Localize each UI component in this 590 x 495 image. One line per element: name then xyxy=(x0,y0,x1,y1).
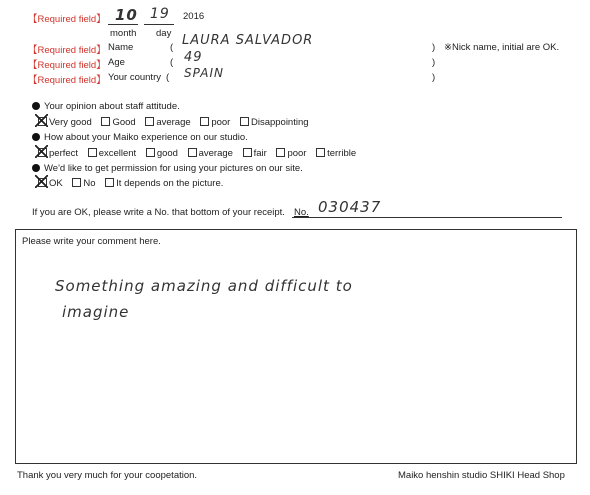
option-perfect[interactable]: perfect xyxy=(38,148,78,159)
month-value[interactable]: 10 xyxy=(115,6,138,24)
checkbox[interactable] xyxy=(145,117,154,126)
question-experience: How about your Maiko experience on our studio. xyxy=(32,132,248,143)
checkbox[interactable] xyxy=(72,178,81,187)
option-fair[interactable]: fair xyxy=(243,148,267,159)
options-staff xyxy=(38,117,316,128)
checkbox[interactable] xyxy=(146,148,155,157)
name-label: Name xyxy=(108,42,134,53)
option-no[interactable]: No xyxy=(72,178,95,189)
age-paren-open: ( xyxy=(170,57,174,68)
month-label: month xyxy=(110,28,137,39)
checkbox[interactable] xyxy=(88,148,97,157)
month-underline xyxy=(108,24,138,25)
checkbox-checked[interactable] xyxy=(38,178,47,187)
option-terrible[interactable]: terrible xyxy=(316,148,356,159)
name-note: ※Nick name, initial are OK. xyxy=(444,42,560,53)
country-paren-open: ( xyxy=(166,72,170,83)
year-value: 2016 xyxy=(183,11,205,22)
name-paren-open: ( xyxy=(170,42,174,53)
question-permission: We'd like to get permission for using your pictures on our site. xyxy=(32,163,303,174)
country-label: Your country xyxy=(108,72,161,83)
day-value[interactable]: 19 xyxy=(150,6,170,22)
option-excellent[interactable]: excellent xyxy=(88,148,137,159)
day-label: day xyxy=(156,28,172,39)
receipt-number[interactable]: 030437 xyxy=(318,198,382,216)
checkbox[interactable] xyxy=(101,117,110,126)
option-ok[interactable]: OK xyxy=(38,178,63,189)
comment-line-1: Something amazing and difficult to xyxy=(55,277,353,295)
age-paren-close: ) xyxy=(432,57,436,68)
age-value[interactable]: 49 xyxy=(184,50,203,65)
bullet-icon xyxy=(32,102,40,110)
checkbox[interactable] xyxy=(316,148,325,157)
checkbox[interactable] xyxy=(200,117,209,126)
option-average[interactable]: average xyxy=(145,117,190,128)
option-disappointing[interactable]: Disappointing xyxy=(240,117,309,128)
comment-line-2: imagine xyxy=(62,303,130,321)
name-paren-close: ) xyxy=(432,42,436,53)
option-depends[interactable]: It depends on the picture. xyxy=(105,178,223,189)
checkbox-checked[interactable] xyxy=(38,117,47,126)
required-label-country: 【Required field】 xyxy=(28,75,106,86)
option-average[interactable]: average xyxy=(188,148,233,159)
checkbox[interactable] xyxy=(243,148,252,157)
country-value[interactable]: SPAIN xyxy=(184,66,224,80)
receipt-no-label: No. xyxy=(294,207,309,218)
day-underline xyxy=(144,24,174,25)
required-label-name: 【Required field】 xyxy=(28,45,106,56)
option-poor[interactable]: poor xyxy=(276,148,306,159)
bullet-icon xyxy=(32,164,40,172)
options-permission xyxy=(38,178,230,189)
footer-thanks: Thank you very much for your coopetation. xyxy=(17,470,198,481)
name-value[interactable]: LAURA SALVADOR xyxy=(182,33,314,48)
checkbox[interactable] xyxy=(105,178,114,187)
receipt-instruction: If you are OK, please write a No. that bottom of your receipt. xyxy=(32,207,285,218)
comment-title: Please write your comment here. xyxy=(22,236,161,247)
checkbox[interactable] xyxy=(188,148,197,157)
required-label-date: 【Required field】 xyxy=(28,14,106,25)
checkbox-checked[interactable] xyxy=(38,148,47,157)
option-good[interactable]: good xyxy=(146,148,178,159)
checkbox[interactable] xyxy=(240,117,249,126)
comment-box[interactable] xyxy=(15,229,577,464)
country-paren-close: ) xyxy=(432,72,436,83)
required-label-age: 【Required field】 xyxy=(28,60,106,71)
receipt-underline xyxy=(292,217,562,218)
footer-shop: Maiko henshin studio SHIKI Head Shop xyxy=(398,470,565,481)
age-label: Age xyxy=(108,57,125,68)
options-experience xyxy=(38,148,363,159)
option-very-good[interactable]: Very good xyxy=(38,117,92,128)
option-good[interactable]: Good xyxy=(101,117,135,128)
bullet-icon xyxy=(32,133,40,141)
option-poor[interactable]: poor xyxy=(200,117,230,128)
checkbox[interactable] xyxy=(276,148,285,157)
question-staff: Your opinion about staff attitude. xyxy=(32,101,180,112)
